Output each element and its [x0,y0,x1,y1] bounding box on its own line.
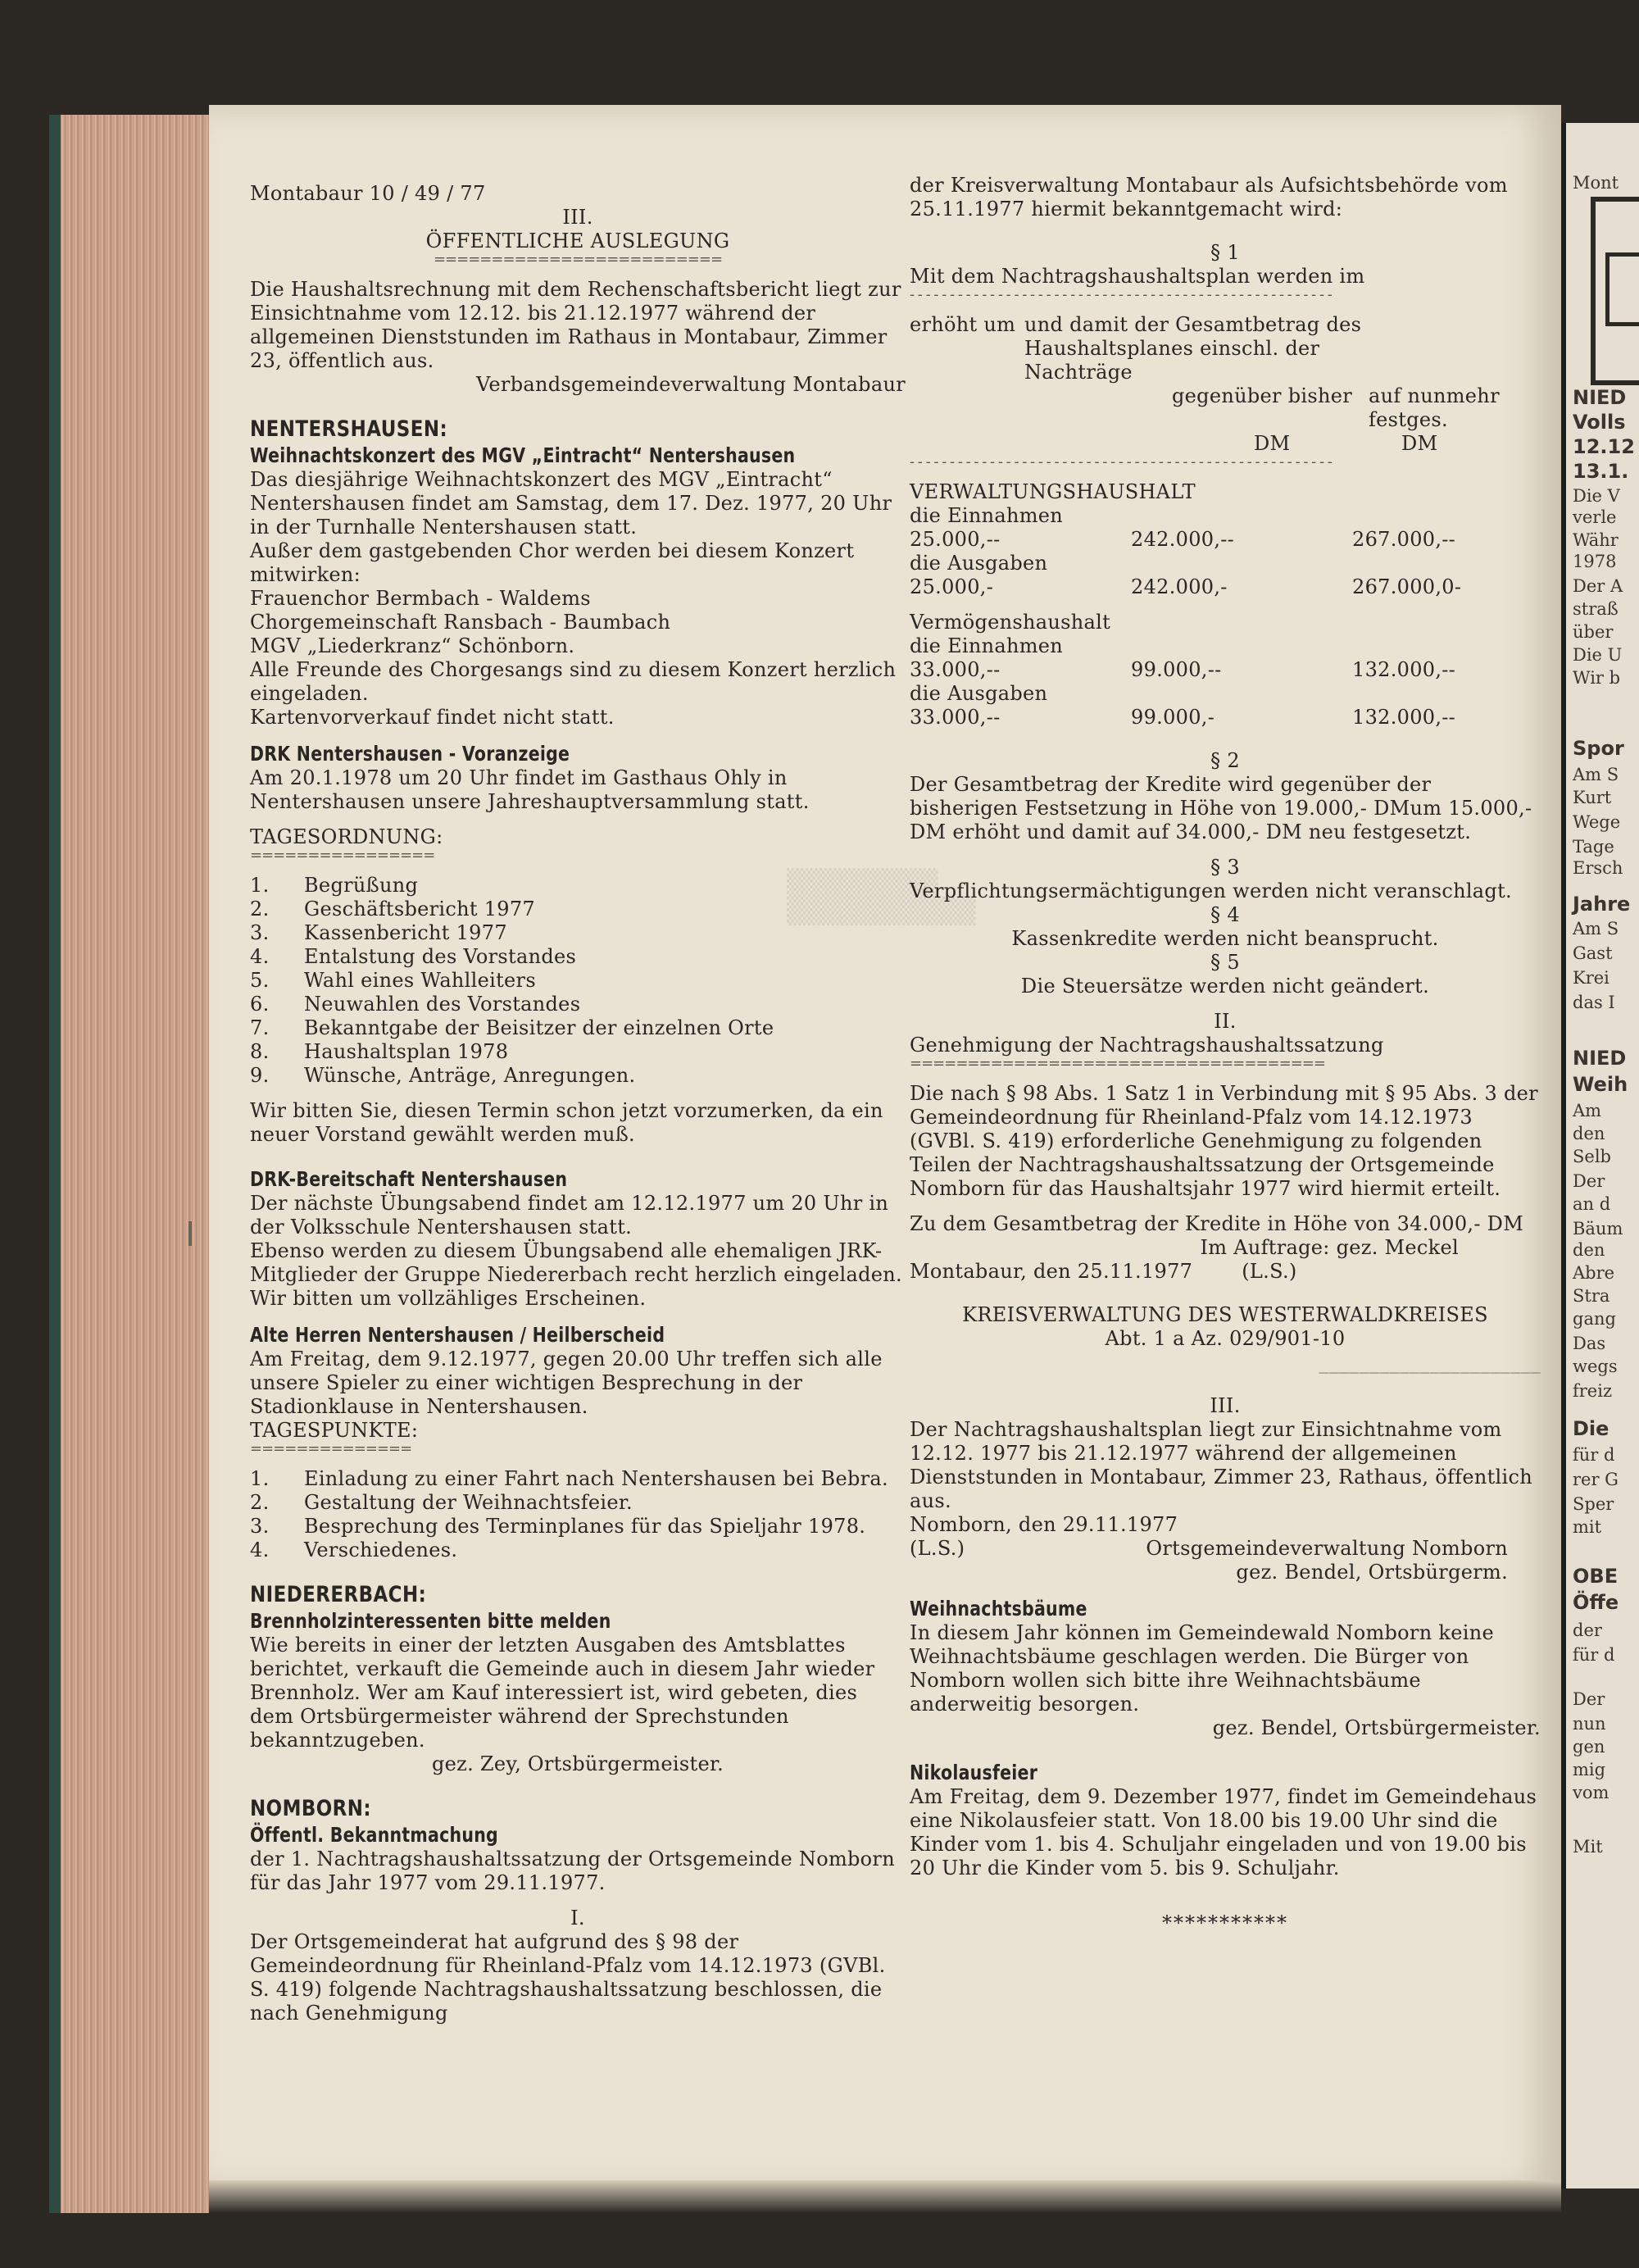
list-item: Bekanntgabe der Beisitzer der einzelnen Orte [304,1016,774,1039]
paragraph-number: § 4 [1210,903,1240,926]
table-cell: 132.000,-- [1352,706,1456,729]
table-row-label: die Einnahmen [910,504,1064,527]
table-cell: 25.000,- [910,575,994,598]
article-heading: DRK Nentershausen - Voranzeige [250,742,570,766]
page-header: Montabaur 10 / 49 / 77 [250,182,486,205]
adjacent-text-fragment: vom [1573,1783,1609,1802]
left-column [250,182,906,2025]
table-rule: - - - - - - - - - - - - - - - - - - - - - - - - - - - - - - - - - - - - - - - - - - - - - - - - - - - - - [910,456,1332,469]
adjacent-text-fragment: Wege [1573,812,1621,832]
end-stars: *********** [1162,1911,1288,1934]
adjacent-text-fragment: Wir b [1573,668,1621,688]
town-heading: NOMBORN: [250,1796,372,1821]
article-signature: gez. Zey, Ortsbürgermeister. [431,1752,724,1775]
paragraph-number: § 2 [1210,749,1240,772]
article-text: Die nach § 98 Abs. 1 Satz 1 in Verbindung mit § 95 Abs. 3 der Gemeindeordnung für Rheinland-Pfalz vom 14.12.1973 (GVBl. S. 419) erforderliche Genehmigung zu folgenden Teilen der Nachtragshaushaltssatzung der Ortsgemeinde Nomborn für das Haushaltsjahr 1977 wird hiermit erteilt. [910,1082,1538,1200]
notice-organization: Ortsgemeindeverwaltung Nomborn [1146,1537,1508,1560]
list-item: Entalstung des Vorstandes [304,945,577,968]
article-heading: Weihnachtsbäume [910,1597,1087,1620]
table-header-cell: auf nunmehr festges. [1369,384,1500,431]
adjacent-text-fragment: Am S [1573,919,1619,939]
article-text: Wie bereits in einer der letzten Ausgaben des Amtsblattes berichtet, verkauft die Gemeinde auch in diesem Jahr wieder Brennholz. Wer am Kauf interessiert ist, wird gebeten, dies dem Ortsbürgermeister während der Sprechstunden bekanntzugeben. [250,1634,875,1752]
list-item: Wünsche, Anträge, Anregungen. [304,1064,636,1087]
article-signature: gez. Bendel, Ortsbürgermeister. [1212,1716,1541,1739]
separator-line: ______________________ [1319,1351,1541,1374]
title-underline: ========================= [433,253,723,266]
article-text: Ebenso werden zu diesem Übungsabend alle ehemaligen JRK-Mitglieder der Gruppe Niedererbach recht herzlich eingeladen. [250,1239,902,1286]
list-item: Wahl eines Wahlleiters [304,969,536,992]
adjacent-text-fragment: Abre [1573,1263,1615,1283]
seal-mark: (L.S.) [910,1537,965,1560]
article-heading: Öffentl. Bekanntmachung [250,1823,498,1847]
list-number: 4. [250,1539,270,1561]
article-text: Das diesjährige Weihnachtskonzert des MGV „Eintracht“ Nentershausen findet am Samstag, dem 17. Dez. 1977, 20 Uhr in der Turnhalle Nentershausen statt. [250,468,892,539]
adjacent-text-fragment: Weih [1573,1073,1628,1096]
budget-table-units [910,432,1541,456]
article-text: Verpflichtungsermächtigungen werden nicht veranschlagt. [910,879,1512,902]
agenda-underline: ============== [250,1443,412,1456]
article-text: Mit dem Nachtragshaushaltsplan werden im [910,265,1365,288]
article-text: Der nächste Übungsabend findet am 12.12.1977 um 20 Uhr in der Volksschule Nentershausen statt. [250,1192,889,1239]
notice-place: Nomborn, den 29.11.1977 [910,1513,1178,1536]
adjacent-text-fragment: Die U [1573,645,1623,665]
table-cell: 33.000,-- [910,706,1001,729]
choir-item: MGV „Liederkranz“ Schönborn. [250,634,575,657]
choir-item: Chorgemeinschaft Ransbach - Baumbach [250,611,671,634]
town-heading: NENTERSHAUSEN: [250,416,448,442]
table-cell: 25.000,-- [910,528,1001,551]
adjacent-text-fragment: NIED [1573,1047,1627,1070]
list-number: 4. [250,945,270,968]
table-row-label: die Einnahmen [910,634,1064,657]
list-item: Neuwahlen des Vorstandes [304,993,581,1016]
authority-reference: Abt. 1 a Az. 029/901-10 [1105,1327,1346,1350]
article-text: Am Freitag, dem 9.12.1977, gegen 20.00 Uhr treffen sich alle unsere Spieler zu einer wichtigen Besprechung in der Stadionklause in Nentershausen. [250,1348,883,1418]
article-heading: Weihnachtskonzert des MGV „Eintracht“ Nentershausen [250,443,796,467]
public-notice-signature: Verbandsgemeindeverwaltung Montabaur [476,373,906,396]
adjacent-text-fragment: Stra [1573,1286,1610,1306]
list-item: Haushaltsplan 1978 [304,1040,509,1063]
article-text: der 1. Nachtragshaushaltssatzung der Ortsgemeinde Nomborn für das Jahr 1977 vom 29.11.1977. [250,1848,895,1894]
list-number: 3. [250,1515,270,1538]
book-page-edges [49,115,225,2213]
table-section-title: VERWALTUNGSHAUSHALT [910,480,1196,503]
list-number: 7. [250,1016,270,1039]
article-text: In diesem Jahr können im Gemeindewald Nomborn keine Weihnachtsbäume geschlagen werden. Die Bürger von Nomborn wollen sich bitte ihre Weihnachtsbäume anderweitig besorgen. [910,1621,1494,1716]
approval-place: Montabaur, den 25.11.1977 [910,1260,1193,1283]
article-text: Am 20.1.1978 um 20 Uhr findet im Gasthaus Ohly in Nentershausen unsere Jahreshauptversammlung statt. [250,766,810,813]
adjacent-text-fragment: den [1573,1124,1605,1143]
agenda-underline: ================ [250,849,435,862]
table-row [910,658,1541,682]
list-item: Kassenbericht 1977 [304,921,507,944]
approval-signature: Im Auftrage: gez. Meckel [1200,1236,1459,1259]
adjacent-page-frame-inner [1605,252,1639,326]
article-text: Kartenvorverkauf findet nicht statt. [250,706,615,729]
adjacent-text-fragment: Mit [1573,1837,1603,1857]
adjacent-text-fragment: 13.1. [1573,460,1629,483]
adjacent-text-fragment: Selb [1573,1147,1611,1166]
list-item: Gestaltung der Weihnachtsfeier. [304,1491,633,1514]
table-section-title: Vermögenshaushalt [910,611,1111,634]
adjacent-text-fragment: Der [1573,1171,1605,1191]
choir-item: Frauenchor Bermbach - Waldems [250,587,591,610]
article-text: Wir bitten Sie, diesen Termin schon jetzt vorzumerken, da ein neuer Vorstand gewählt werden muß. [250,1099,883,1146]
title-underline: ==================================== [910,1057,1325,1070]
adjacent-text-fragment: verle [1573,507,1617,527]
table-row-label: die Ausgaben [910,552,1048,575]
adjacent-text-fragment: freiz [1573,1381,1613,1401]
public-notice-text: Die Haushaltsrechnung mit dem Rechenschaftsbericht liegt zur Einsichtnahme vom 12.12. bis 21.12.1977 während der allgemeinen Dienststunden im Rathaus in Montabaur, Zimmer 23, öffentlich aus. [250,278,901,372]
table-cell: 132.000,-- [1352,658,1456,681]
article-text: Zu dem Gesamtbetrag der Kredite in Höhe von 34.000,- DM [910,1212,1524,1235]
list-number: 5. [250,969,270,992]
article-text: Der Ortsgemeinderat hat aufgrund des § 98 der Gemeindeordnung für Rheinland-Pfalz vom 14.12.1973 (GVBl. S. 419) folgende Nachtragshaushaltssatzung beschlossen, die nach Genehmigung [250,1930,886,2025]
adjacent-text-fragment: den [1573,1240,1605,1260]
table-cell: 33.000,-- [910,658,1001,681]
table-cell: 99.000,-- [1131,658,1222,681]
right-column [910,174,1541,1935]
adjacent-text-fragment: Krei [1573,968,1609,988]
authority-name: KREISVERWALTUNG DES WESTERWALDKREISES [962,1303,1488,1326]
table-rule: - - - - - - - - - - - - - - - - - - - - - - - - - - - - - - - - - - - - - - - - - - - - - - - - - - - - - [910,289,1332,302]
table-row [910,575,1541,599]
table-row [910,706,1541,729]
adjacent-text-fragment: NIED [1573,386,1627,409]
adjacent-text-fragment: der [1573,1620,1602,1640]
adjacent-text-fragment: über [1573,622,1614,642]
list-item: Begrüßung [304,874,419,897]
article-text: Am Freitag, dem 9. Dezember 1977, findet im Gemeindehaus eine Nikolausfeier statt. Von 18.00 bis 19.00 Uhr sind die Kinder vom 1. bis 4. Schuljahr eingeladen und von 19.00 bis 20 Uhr die Kinder vom 5. bis 9. Schuljahr. [910,1785,1537,1879]
table-header-cell: DM [1254,432,1291,455]
list-item: Einladung zu einer Fahrt nach Nentershausen bei Bebra. [304,1467,888,1490]
paragraph-number: § 5 [1210,951,1240,974]
adjacent-text-fragment: gang [1573,1309,1616,1329]
list-number: 1. [250,1467,270,1490]
table-cell: 242.000,- [1131,575,1228,598]
adjacent-text-fragment: Die V [1573,486,1620,506]
adjacent-text-fragment: Tage [1573,837,1614,857]
list-item: Verschiedenes. [304,1539,458,1561]
article-text: Der Nachtragshaushaltsplan liegt zur Einsichtnahme vom 12.12. 1977 bis 21.12.1977 während der allgemeinen Dienststunden in Montabaur, Zimmer 23, Rathaus, öffentlich aus. [910,1418,1532,1512]
adjacent-text-fragment: nun [1573,1714,1606,1734]
adjacent-text-fragment: Jahre [1573,893,1631,916]
adjacent-text-fragment: wegs [1573,1357,1618,1376]
adjacent-text-fragment: für d [1573,1645,1615,1665]
article-text: Die Steuersätze werden nicht geändert. [1020,975,1430,998]
adjacent-text-fragment: Spor [1573,737,1624,760]
adjacent-text-fragment: gen [1573,1737,1605,1757]
list-number: 1. [250,874,270,897]
adjacent-text-fragment: Volls [1573,411,1626,434]
page-bottom-shadow [209,2180,1561,2213]
table-cell: 242.000,-- [1131,528,1235,551]
adjacent-text-fragment: Der A [1573,576,1623,596]
section-title: Genehmigung der Nachtragshaushaltssatzung [910,1034,1384,1057]
section-roman: III. [562,206,593,229]
table-row [910,528,1541,552]
table-header-cell: gegenüber bisher [1171,384,1352,407]
article-heading: Brennholzinteressenten bitte melden [250,1609,611,1633]
adjacent-text-fragment: Der [1573,1689,1605,1709]
section-roman: I. [570,1907,585,1929]
list-number: 2. [250,898,270,920]
adjacent-page [1561,123,1639,2188]
adjacent-text-fragment: Am [1573,1101,1602,1120]
bleed-through-text: ▒▒▒▒▒▒▒▒ ▒▒▒▒▒▒▒▒▒▒ [787,869,976,926]
adjacent-text-fragment: Währ [1573,530,1619,550]
article-text: Wir bitten um vollzähliges Erscheinen. [250,1287,647,1310]
list-number: 6. [250,993,270,1016]
adjacent-text-fragment: Gast [1573,943,1613,963]
list-number: 3. [250,921,270,944]
article-text: Kassenkredite werden nicht beansprucht. [1011,927,1439,950]
adjacent-text-fragment: Das [1573,1334,1606,1353]
list-number: 2. [250,1491,270,1514]
notice-sign-row [910,1537,1541,1561]
adjacent-text-fragment: das I [1573,993,1615,1012]
town-heading: NIEDERERBACH: [250,1582,427,1607]
article-text: Der Gesamtbetrag der Kredite wird gegenüber der bisherigen Festsetzung in Höhe von 19.000,- DMum 15.000,- DM erhöht und damit auf 34.000,- DM neu festgesetzt. [910,773,1532,843]
adjacent-text-fragment: 1978 [1573,552,1617,571]
adjacent-text-fragment: Bäum [1573,1219,1623,1239]
budget-table-subheader [910,384,1541,432]
margin-mark [188,1221,192,1246]
list-number: 9. [250,1064,270,1087]
adjacent-text-fragment: Mont [1573,173,1619,193]
adjacent-text-fragment: an d [1573,1194,1611,1214]
list-number: 8. [250,1040,270,1063]
article-text: Alle Freunde des Chorgesangs sind zu diesem Konzert herzlich eingeladen. [250,658,897,705]
adjacent-text-fragment: 12.12 [1573,435,1635,458]
adjacent-text-fragment: straß [1573,599,1619,619]
adjacent-text-fragment: OBE [1573,1565,1619,1588]
agenda-heading: TAGESPUNKTE: [250,1419,419,1442]
list-item: Geschäftsbericht 1977 [304,898,536,920]
section-roman: III. [1210,1394,1241,1417]
table-header-cell: und damit der Gesamtbetrag des Haushaltsplanes einschl. der Nachträge [1024,313,1362,384]
adjacent-text-fragment: rer G [1573,1470,1619,1489]
adjacent-text-fragment: Am S [1573,765,1619,784]
tagespunkte-list [250,1467,906,1562]
seal-mark: (L.S.) [1242,1260,1297,1283]
list-item: Besprechung des Terminplanes für das Spieljahr 1978. [304,1515,866,1538]
table-cell: 99.000,- [1131,706,1215,729]
budget-table-header [910,313,1541,384]
section-roman: II. [1214,1010,1237,1033]
adjacent-text-fragment: Die [1573,1417,1609,1440]
article-text: der Kreisverwaltung Montabaur als Aufsichtsbehörde vom 25.11.1977 hiermit bekanntgemacht wird: [910,174,1508,220]
article-heading: Alte Herren Nentershausen / Heilberscheid [250,1323,665,1347]
agenda-heading: TAGESORDNUNG: [250,825,443,848]
adjacent-text-fragment: Ersch [1573,858,1623,878]
table-row-label: die Ausgaben [910,682,1048,705]
paragraph-number: § 1 [1210,241,1240,264]
adjacent-text-fragment: für d [1573,1445,1615,1465]
section-title: ÖFFENTLICHE AUSLEGUNG [425,230,730,252]
table-cell: 267.000,0- [1352,575,1462,598]
table-cell: 267.000,-- [1352,528,1456,551]
adjacent-text-fragment: Kurt [1573,788,1612,807]
paragraph-number: § 3 [1210,856,1240,879]
approval-place-row [910,1260,1541,1284]
article-heading: Nikolausfeier [910,1761,1038,1784]
table-header-cell: erhöht um [910,313,1016,336]
article-text: Außer dem gastgebenden Chor werden bei diesem Konzert mitwirken: [250,539,855,586]
adjacent-text-fragment: mit [1573,1517,1602,1537]
article-heading: DRK-Bereitschaft Nentershausen [250,1167,568,1191]
table-header-cell: DM [1401,432,1438,455]
book-spine [49,115,61,2213]
adjacent-text-fragment: mig [1573,1760,1606,1779]
adjacent-text-fragment: Öffe [1573,1591,1619,1614]
notice-signature: gez. Bendel, Ortsbürgerm. [1236,1561,1508,1584]
adjacent-text-fragment: Sper [1573,1494,1614,1514]
